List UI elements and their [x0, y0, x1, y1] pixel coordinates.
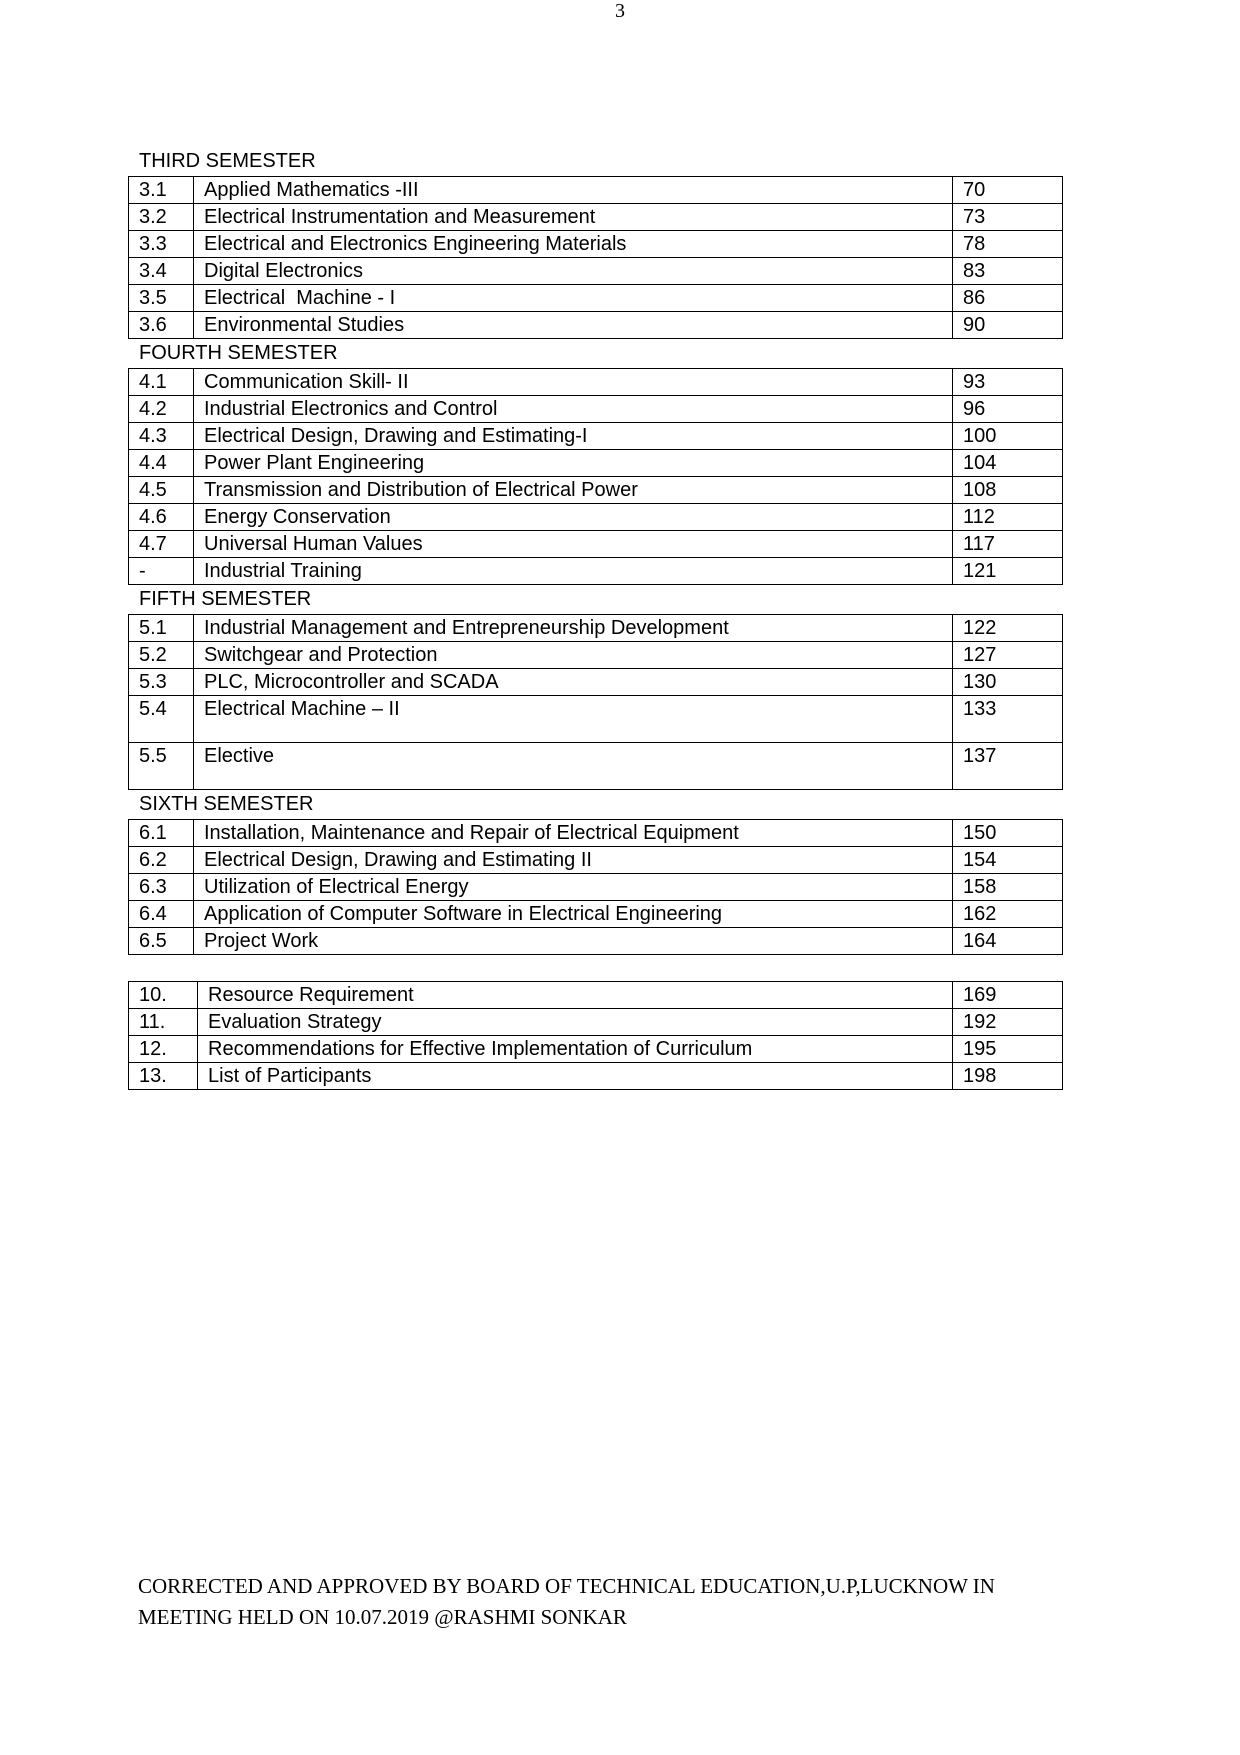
item-title: Power Plant Engineering: [194, 450, 953, 477]
item-page: 195: [953, 1036, 1063, 1063]
item-title: Electrical Machine – II: [194, 696, 953, 743]
item-number: 6.3: [129, 874, 194, 901]
item-title: Universal Human Values: [194, 531, 953, 558]
item-title: Resource Requirement: [198, 982, 953, 1009]
item-title: Transmission and Distribution of Electrical Power: [194, 477, 953, 504]
item-page: 192: [953, 1009, 1063, 1036]
table-row: [129, 477, 1063, 504]
item-page: 133: [953, 696, 1063, 743]
table-row: [129, 982, 1063, 1009]
item-title: Energy Conservation: [194, 504, 953, 531]
item-number: 5.4: [129, 696, 194, 743]
table-row: [129, 874, 1063, 901]
spacer: [128, 955, 1063, 981]
table-row: [129, 450, 1063, 477]
item-number: 6.5: [129, 928, 194, 955]
table-row: [129, 901, 1063, 928]
item-page: 169: [953, 982, 1063, 1009]
item-page: 93: [953, 369, 1063, 396]
item-page: 130: [953, 669, 1063, 696]
item-page: 100: [953, 423, 1063, 450]
item-page: 83: [953, 258, 1063, 285]
appendix-table: [128, 981, 1063, 1090]
semester-heading-fifth: FIFTH SEMESTER: [139, 588, 312, 610]
table-row: [129, 423, 1063, 450]
table-row: [129, 669, 1063, 696]
item-number: 5.1: [129, 615, 194, 642]
item-number: 3.5: [129, 285, 194, 312]
item-title: Communication Skill- II: [194, 369, 953, 396]
table-row: [129, 847, 1063, 874]
item-page: 108: [953, 477, 1063, 504]
item-page: 154: [953, 847, 1063, 874]
table-row: [129, 696, 1063, 743]
table-row: [129, 1063, 1063, 1090]
item-number: 4.2: [129, 396, 194, 423]
table-row: [129, 231, 1063, 258]
item-page: 117: [953, 531, 1063, 558]
item-number: 5.5: [129, 743, 194, 790]
item-number: 3.4: [129, 258, 194, 285]
table-row: [129, 531, 1063, 558]
semester-heading-fourth: FOURTH SEMESTER: [139, 342, 338, 364]
item-number: 4.7: [129, 531, 194, 558]
item-number: 4.5: [129, 477, 194, 504]
item-number: 6.1: [129, 820, 194, 847]
item-title: Electrical Instrumentation and Measurement: [194, 204, 953, 231]
item-number: 10.: [129, 982, 198, 1009]
table-of-contents: [128, 147, 1063, 1090]
item-page: 127: [953, 642, 1063, 669]
item-page: 104: [953, 450, 1063, 477]
item-title: Electrical Design, Drawing and Estimating-I: [194, 423, 953, 450]
item-page: 73: [953, 204, 1063, 231]
semester-heading-third: THIRD SEMESTER: [139, 150, 316, 172]
item-title: Industrial Training: [194, 558, 953, 585]
item-title: Electrical and Electronics Engineering Materials: [194, 231, 953, 258]
item-title: Electrical Machine - I: [194, 285, 953, 312]
table-row: [129, 369, 1063, 396]
item-number: 3.2: [129, 204, 194, 231]
semester-table-sixth: [128, 819, 1063, 955]
item-number: 11.: [129, 1009, 198, 1036]
table-row: [129, 312, 1063, 339]
item-title: Digital Electronics: [194, 258, 953, 285]
item-number: 13.: [129, 1063, 198, 1090]
item-page: 86: [953, 285, 1063, 312]
item-number: 3.6: [129, 312, 194, 339]
item-number: -: [129, 558, 194, 585]
item-title: Utilization of Electrical Energy: [194, 874, 953, 901]
item-page: 198: [953, 1063, 1063, 1090]
table-row: [129, 204, 1063, 231]
item-page: 122: [953, 615, 1063, 642]
table-row: [129, 615, 1063, 642]
table-row: [129, 928, 1063, 955]
table-row: [129, 642, 1063, 669]
item-title: Project Work: [194, 928, 953, 955]
item-page: 162: [953, 901, 1063, 928]
item-page: 70: [953, 177, 1063, 204]
table-row: [129, 258, 1063, 285]
table-row: [129, 558, 1063, 585]
table-row: [129, 820, 1063, 847]
footer-line-2: MEETING HELD ON 10.07.2019 @RASHMI SONKAR: [138, 1605, 627, 1629]
table-row: [129, 504, 1063, 531]
item-number: 6.2: [129, 847, 194, 874]
item-number: 4.1: [129, 369, 194, 396]
item-title: Elective: [194, 743, 953, 790]
table-row: [129, 1009, 1063, 1036]
item-title: Recommendations for Effective Implementation of Curriculum: [198, 1036, 953, 1063]
item-title: Evaluation Strategy: [198, 1009, 953, 1036]
item-title: Application of Computer Software in Electrical Engineering: [194, 901, 953, 928]
page-number: 3: [615, 0, 625, 22]
item-number: 4.6: [129, 504, 194, 531]
item-page: 90: [953, 312, 1063, 339]
semester-table-fourth: [128, 368, 1063, 585]
item-title: PLC, Microcontroller and SCADA: [194, 669, 953, 696]
table-row: [129, 743, 1063, 790]
item-page: 158: [953, 874, 1063, 901]
item-title: Environmental Studies: [194, 312, 953, 339]
item-page: 96: [953, 396, 1063, 423]
item-number: 5.3: [129, 669, 194, 696]
approval-footer: [138, 1571, 1138, 1633]
item-number: 6.4: [129, 901, 194, 928]
table-row: [129, 177, 1063, 204]
item-page: 112: [953, 504, 1063, 531]
item-number: 5.2: [129, 642, 194, 669]
item-title: Switchgear and Protection: [194, 642, 953, 669]
item-number: 3.3: [129, 231, 194, 258]
item-title: Applied Mathematics -III: [194, 177, 953, 204]
item-page: 121: [953, 558, 1063, 585]
item-page: 137: [953, 743, 1063, 790]
item-number: 4.4: [129, 450, 194, 477]
item-page: 164: [953, 928, 1063, 955]
item-number: 12.: [129, 1036, 198, 1063]
table-row: [129, 1036, 1063, 1063]
item-page: 150: [953, 820, 1063, 847]
item-title: Industrial Electronics and Control: [194, 396, 953, 423]
table-row: [129, 285, 1063, 312]
item-number: 3.1: [129, 177, 194, 204]
item-title: Electrical Design, Drawing and Estimating II: [194, 847, 953, 874]
footer-line-1: CORRECTED AND APPROVED BY BOARD OF TECHNICAL EDUCATION,U.P,LUCKNOW IN: [138, 1574, 995, 1598]
semester-heading-sixth: SIXTH SEMESTER: [139, 793, 314, 815]
semester-table-third: [128, 176, 1063, 339]
item-title: Industrial Management and Entrepreneurship Development: [194, 615, 953, 642]
semester-table-fifth: [128, 614, 1063, 790]
item-number: 4.3: [129, 423, 194, 450]
table-row: [129, 396, 1063, 423]
item-page: 78: [953, 231, 1063, 258]
item-title: Installation, Maintenance and Repair of Electrical Equipment: [194, 820, 953, 847]
item-title: List of Participants: [198, 1063, 953, 1090]
